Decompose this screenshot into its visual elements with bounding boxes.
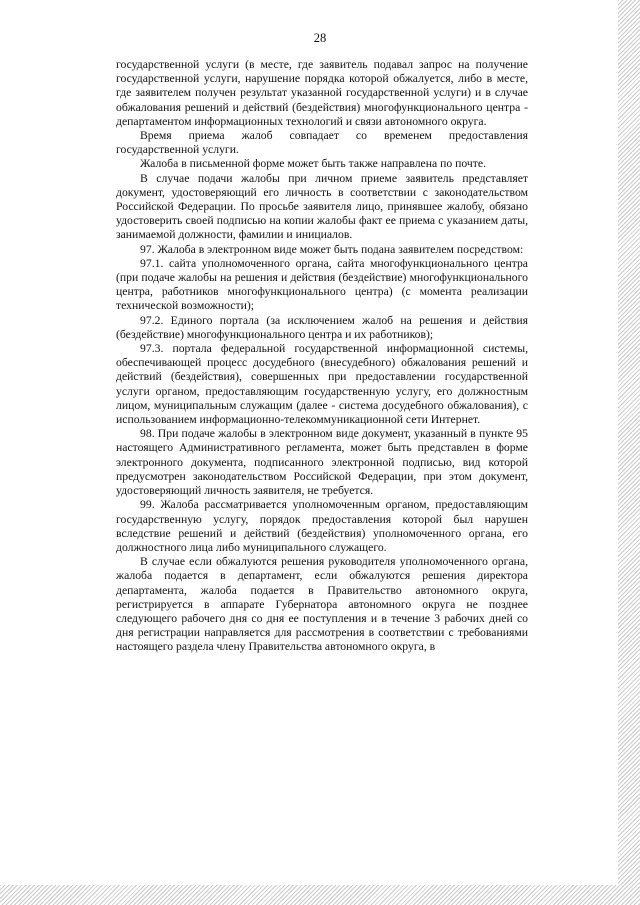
paragraph: Жалоба в письменной форме может быть также направлена по почте. — [140, 157, 486, 171]
paragraph: Время приема жалоб совпадает со временем предоставления государственной услуги. — [116, 129, 528, 157]
paragraph: 97. Жалоба в электронном виде может быть подана заявителем посредством: — [140, 242, 524, 256]
paragraph: В случае подачи жалобы при личном приеме заявитель представляет документ, удостоверяющий его личность в соответствии с законодательством Российской Федерации. По просьбе заявителя лицо, принявшее жалобу, обязано удостоверить своей подписью на копии жалобы факт ее приема с указанием даты, занимаемой должности, фамилии и инициалов. — [116, 171, 528, 242]
scan-border-bottom — [0, 885, 640, 905]
page-number: 28 — [313, 31, 327, 45]
document-body — [116, 58, 528, 655]
paragraph: 98. При подаче жалобы в электронном виде документ, указанный в пункте 95 настоящего Административного регламента, может быть представлен в форме электронного документа, подписанного электронной подписью, вид которой предусмотрен законодательством Российской Федерации, при этом документ, удостоверяющий личность заявителя, не требуется. — [116, 427, 528, 498]
scan-border-right — [618, 0, 640, 905]
paragraph: государственной услуги (в месте, где заявитель подавал запрос на получение государственной услуги, нарушение порядка которой обжалуется, либо в месте, где заявителем получен результат указанной государственной услуги) и в случае обжалования решений и действий (бездействия) многофункционального центра - департаментом информационных технологий и связи автономного округа. — [116, 58, 528, 128]
paragraph: 97.2. Единого портала (за исключением жалоб на решения и действия (бездействие) многофункционального центра и их работников); — [116, 313, 528, 341]
paragraph: 97.1. сайта уполномоченного органа, сайта многофункционального центра (при подаче жалобы на решения и действия (бездействие) многофункционального центра, работников многофункционального центра) (с момента реализации технической возможности); — [116, 256, 528, 313]
paragraph: 97.3. портала федеральной государственной информационной системы, обеспечивающей процесс досудебного (внесудебного) обжалования решений и действий (бездействия), совершенных при предоставлении государственной услуги органом, предоставляющим государственную услугу, его должностным лицом, муниципальным служащим (далее - система досудебного обжалования), с использованием информационно-телекоммуникационной сети Интернет. — [116, 342, 528, 427]
paragraph: 99. Жалоба рассматривается уполномоченным органом, предоставляющим государственную услугу, порядок предоставления которой был нарушен вследствие решений и действий (бездействия) уполномоченного органа, его должностного лица либо муниципального служащего. — [116, 498, 528, 554]
paragraph: В случае если обжалуются решения руководителя уполномоченного органа, жалоба подается в департамент, если обжалуются решения директора департамента, жалоба подается в Правительство автономного округа, регистрируется в аппарате Губернатора автономного округа не позднее следующего рабочего дня со дня ее поступления и в течение 3 рабочих дней со дня регистрации направляется для рассмотрения в соответствии с требованиями настоящего раздела члену Правительства автономного округа, в — [116, 555, 528, 654]
